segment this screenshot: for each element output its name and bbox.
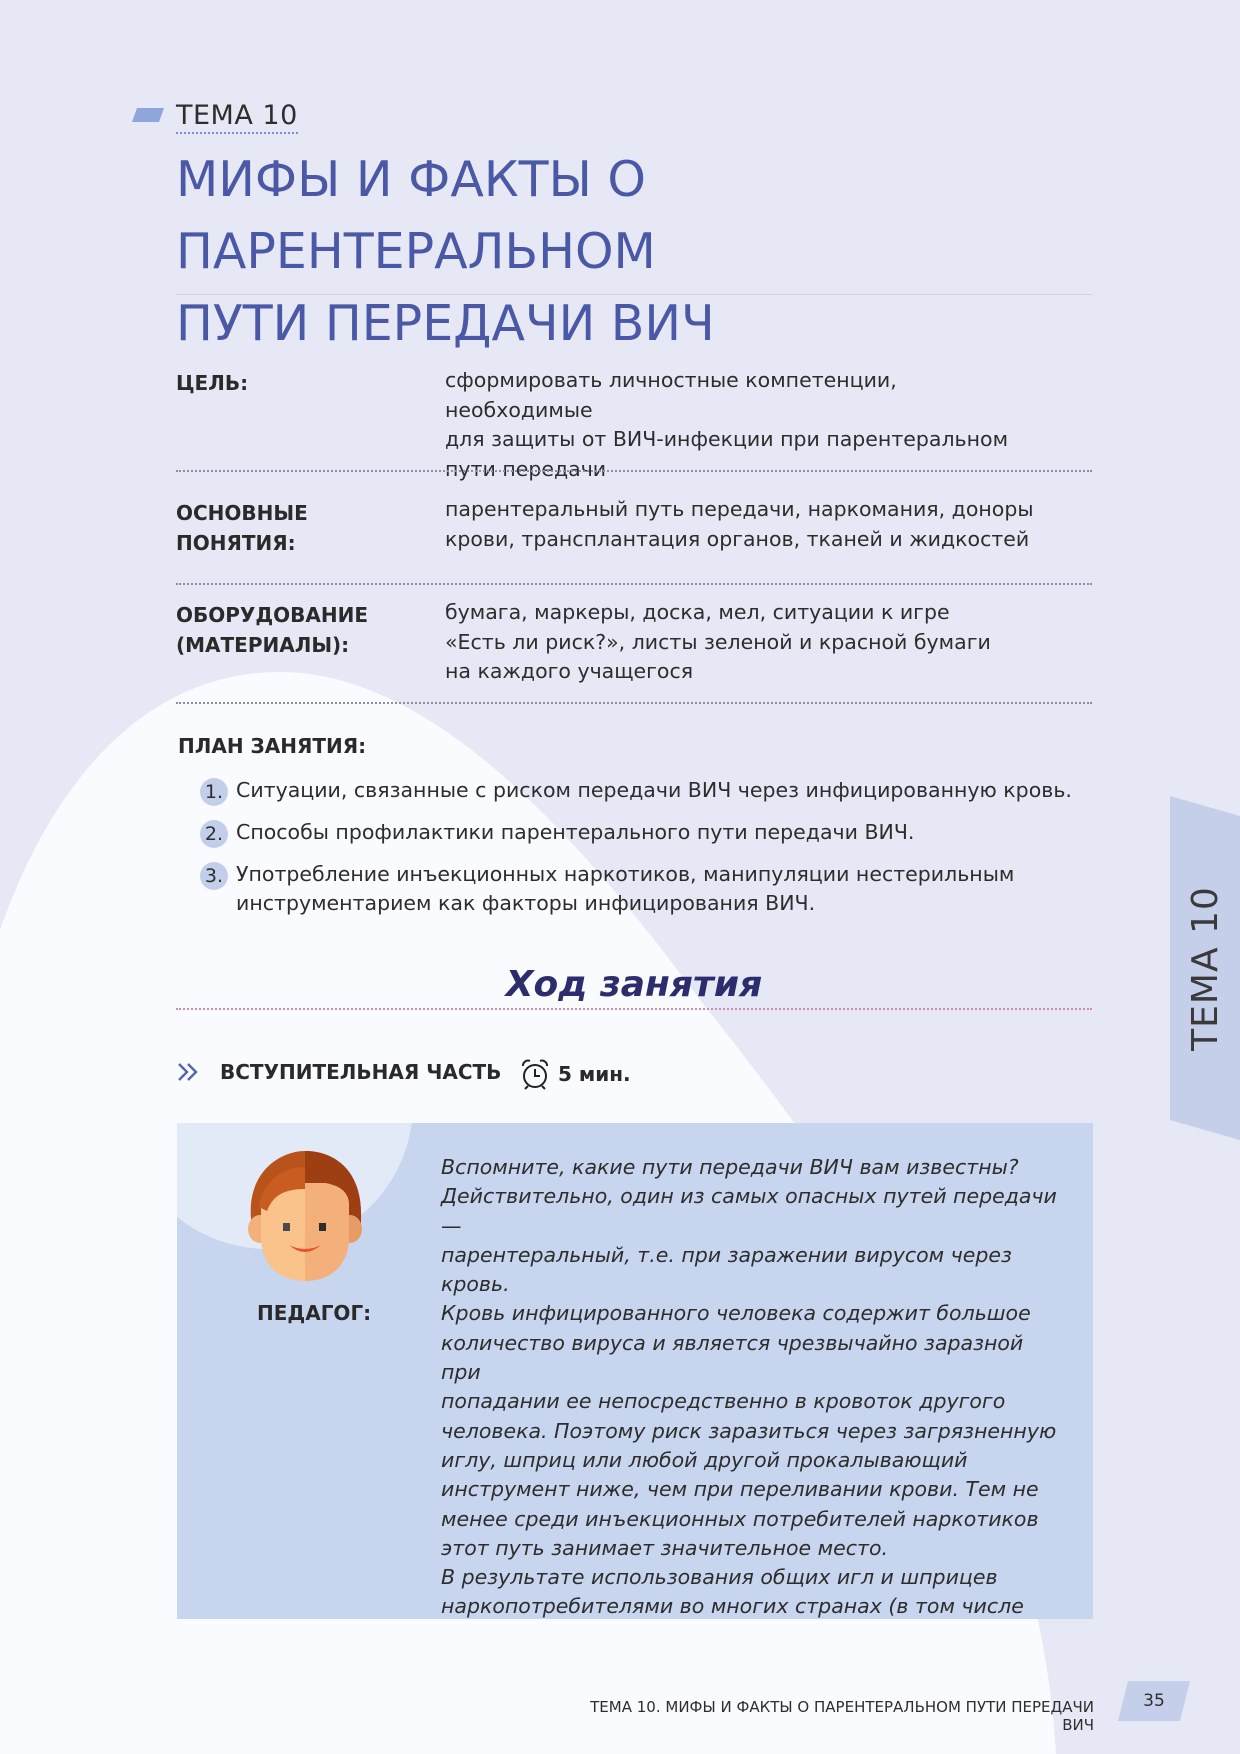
teacher-avatar-icon xyxy=(245,1149,365,1283)
page-title: МИФЫ И ФАКТЫ О ПАРЕНТЕРАЛЬНОМ ПУТИ ПЕРЕДАЧИ ВИЧ xyxy=(176,151,715,352)
equipment-label: ОБОРУДОВАНИЕ (МАТЕРИАЛЫ): xyxy=(176,603,369,657)
list-item xyxy=(200,776,1080,805)
lesson-divider xyxy=(176,1008,1092,1010)
title-divider xyxy=(176,294,1092,295)
list-number: 3. xyxy=(200,862,228,890)
page-number: 35 xyxy=(1143,1691,1165,1711)
list-number: 1. xyxy=(200,778,228,806)
lesson-title: Ход занятия xyxy=(505,964,763,1005)
side-topic-label xyxy=(1170,796,1240,1140)
topic-label: ТЕМА 10 xyxy=(176,100,298,134)
topic-marker-icon xyxy=(132,108,164,122)
divider xyxy=(176,583,1092,585)
concepts-value: парентеральный путь передачи, наркомания, доноры крови, трансплантация органов, тканей и жидкостей xyxy=(445,497,1034,551)
goal-label: ЦЕЛЬ: xyxy=(176,371,249,395)
side-topic-text: ТЕМА 10 xyxy=(1184,885,1226,1051)
teacher-speech-text: Вспомните, какие пути передачи ВИЧ вам известны? Действительно, один из самых опасных путей передачи — парентеральный, т.е. при заражении вирусом через кровь. Кровь инфицированного человека содержит большое количество вируса и является чрезвычайно заразной при попадании ее непосредственно в кровоток другого человека. Поэтому риск заразиться через загрязненную иглу, шприц или любой другой прокалывающий инструмент ниже, чем при переливании крови. Тем не менее среди инъекционных потребителей наркотиков этот путь занимает значительное место. В результате использования общих игл и шприцев наркопотребителями во многих странах (в том числе xyxy=(441,1155,1057,1619)
list-item xyxy=(200,818,1080,847)
list-item-text: Употребление инъекционных наркотиков, манипуляции нестерильным инструментарием как факторы инфицирования ВИЧ. xyxy=(236,862,1015,915)
list-number: 2. xyxy=(200,820,228,848)
intro-time: 5 мин. xyxy=(558,1062,631,1086)
intro-section-label: ВСТУПИТЕЛЬНАЯ ЧАСТЬ xyxy=(220,1060,502,1084)
goal-value: сформировать личностные компетенции, необходимые для защиты от ВИЧ-инфекции при парентеральном пути передачи xyxy=(445,368,1009,481)
equipment-value: бумага, маркеры, доска, мел, ситуации к игре «Есть ли риск?», листы зеленой и красной бумаги на каждого учащегося xyxy=(445,600,991,683)
plan-heading: ПЛАН ЗАНЯТИЯ: xyxy=(178,734,367,758)
alarm-clock-icon xyxy=(520,1058,550,1090)
list-item-text: Способы профилактики парентерального пути передачи ВИЧ. xyxy=(236,820,915,844)
concepts-label: ОСНОВНЫЕ ПОНЯТИЯ: xyxy=(176,501,308,555)
double-chevron-right-icon xyxy=(176,1060,200,1084)
list-item xyxy=(200,860,1080,918)
divider xyxy=(176,470,1092,472)
teacher-label: ПЕДАГОГ: xyxy=(257,1301,372,1325)
teacher-speech-block xyxy=(177,1123,1093,1619)
footer-running-title: ТЕМА 10. МИФЫ И ФАКТЫ О ПАРЕНТЕРАЛЬНОМ ПУТИ ПЕРЕДАЧИ ВИЧ xyxy=(590,1698,1094,1734)
list-item-text: Ситуации, связанные с риском передачи ВИЧ через инфицированную кровь. xyxy=(236,778,1072,802)
divider xyxy=(176,702,1092,704)
